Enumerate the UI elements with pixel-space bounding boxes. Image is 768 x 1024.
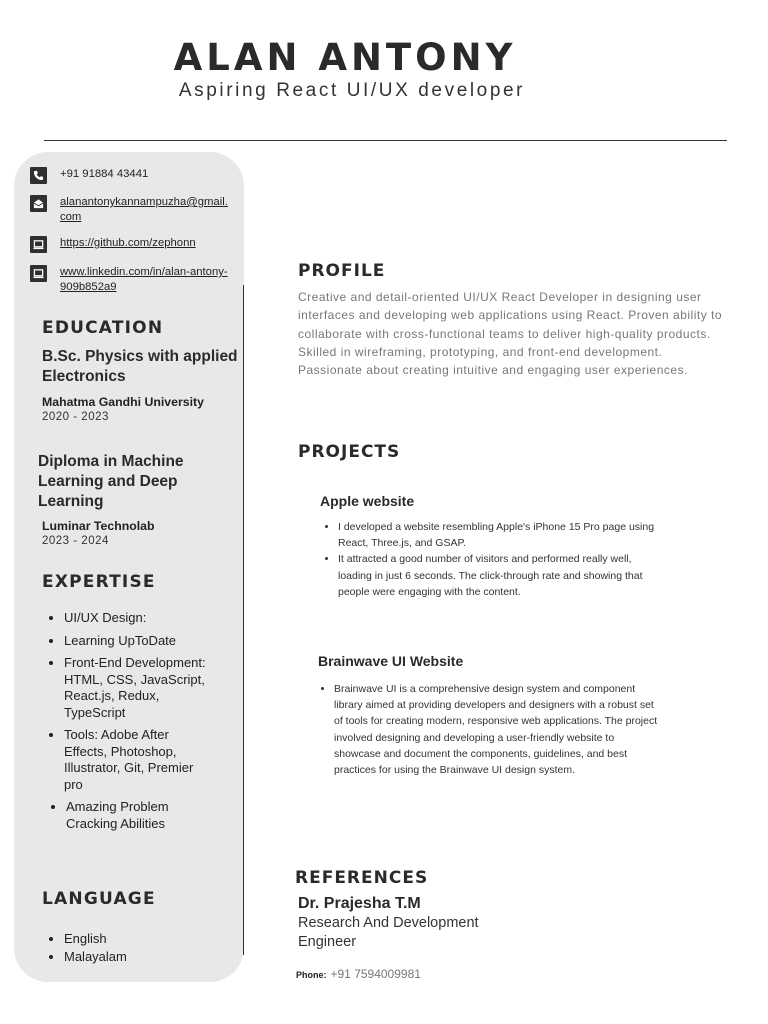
sidebar-divider bbox=[243, 285, 244, 955]
project-title: Apple website bbox=[320, 493, 415, 509]
header-divider bbox=[44, 140, 727, 141]
email-icon bbox=[30, 195, 47, 212]
laptop-icon bbox=[30, 265, 47, 282]
reference-phone bbox=[296, 967, 421, 981]
language-item: • Malayalam bbox=[64, 949, 214, 966]
education-heading: EDUCATION bbox=[42, 318, 164, 338]
references-heading: REFERENCES bbox=[295, 868, 429, 888]
contact-linkedin-link[interactable]: www.linkedin.com/in/alan-antony-909b852a9 bbox=[60, 266, 228, 293]
language-list bbox=[42, 931, 214, 966]
project-title: Brainwave UI Website bbox=[318, 653, 464, 669]
education-years: 2020 - 2023 bbox=[42, 411, 109, 423]
language-heading: LANGUAGE bbox=[42, 889, 156, 909]
reference-role: Research And Development Engineer bbox=[298, 915, 479, 950]
resume-subtitle: Aspiring React UI/UX developer bbox=[178, 80, 526, 101]
expertise-item: • UI/UX Design: bbox=[64, 610, 214, 627]
language-item: • English bbox=[64, 931, 214, 948]
profile-heading: PROFILE bbox=[298, 261, 386, 281]
education-years: 2023 - 2024 bbox=[42, 535, 109, 547]
education-institution: Mahatma Gandhi University bbox=[42, 395, 204, 409]
expertise-item: • Front-End Development: HTML, CSS, JavaScript, React.js, Redux, TypeScript bbox=[64, 655, 214, 721]
resume-name: ALAN ANTONY bbox=[173, 36, 517, 79]
reference-phone-label: Phone: bbox=[296, 970, 327, 980]
phone-icon bbox=[30, 167, 47, 184]
expertise-item: • Learning UpToDate bbox=[64, 633, 214, 650]
education-degree: B.Sc. Physics with applied Electronics bbox=[42, 348, 238, 385]
profile-text: Creative and detail-oriented UI/UX React Developer in designing user interfaces and developing web applications using React. Proven ability to collaborate with cross-functional teams to deliver high-quality products. Skilled in wireframing, prototyping, and front-end development. Passionate about creating intuitive and engaging user experiences. bbox=[298, 290, 723, 378]
expertise-list bbox=[42, 610, 214, 838]
expertise-item: • Amazing Problem Cracking Abilities bbox=[66, 799, 214, 832]
projects-heading: PROJECTS bbox=[298, 442, 401, 462]
contact-email[interactable] bbox=[30, 195, 230, 225]
project-bullet: • Brainwave UI is a comprehensive design system and component library aimed at providing developers and designers with a robust set of tools for creating modern, responsive web applications. The project involved designing and developing a user-friendly website to showcase and document the components, guidelines, and best practices for using the Brainwave UI design system. bbox=[334, 681, 658, 778]
project-bullet: • I developed a website resembling Apple's iPhone 15 Pro page using React, Three.js, and GSAP. bbox=[338, 519, 658, 551]
project-bullets bbox=[320, 519, 658, 600]
contact-github[interactable] bbox=[30, 236, 230, 253]
education-degree: Diploma in Machine Learning and Deep Learning bbox=[38, 453, 184, 510]
contact-linkedin[interactable] bbox=[30, 265, 230, 295]
laptop-icon bbox=[30, 236, 47, 253]
project-bullet: • It attracted a good number of visitors and performed really well, loading in just 6 seconds. The click-through rate and showing that people were engaging with the content. bbox=[338, 551, 658, 600]
reference-phone-number: +91 7594009981 bbox=[330, 967, 421, 981]
reference-name: Dr. Prajesha T.M bbox=[298, 895, 421, 912]
expertise-item: • Tools: Adobe After Effects, Photoshop, Illustrator, Git, Premier pro bbox=[64, 727, 214, 793]
expertise-heading: EXPERTISE bbox=[42, 572, 156, 592]
contact-email-link[interactable]: alanantonykannampuzha@gmail.com bbox=[60, 196, 228, 223]
contact-phone bbox=[30, 167, 230, 184]
contact-github-link[interactable]: https://github.com/zephonn bbox=[60, 237, 196, 249]
project-bullets bbox=[316, 681, 658, 778]
contact-phone-text: +91 91884 43441 bbox=[60, 168, 149, 180]
education-institution: Luminar Technolab bbox=[42, 519, 155, 533]
